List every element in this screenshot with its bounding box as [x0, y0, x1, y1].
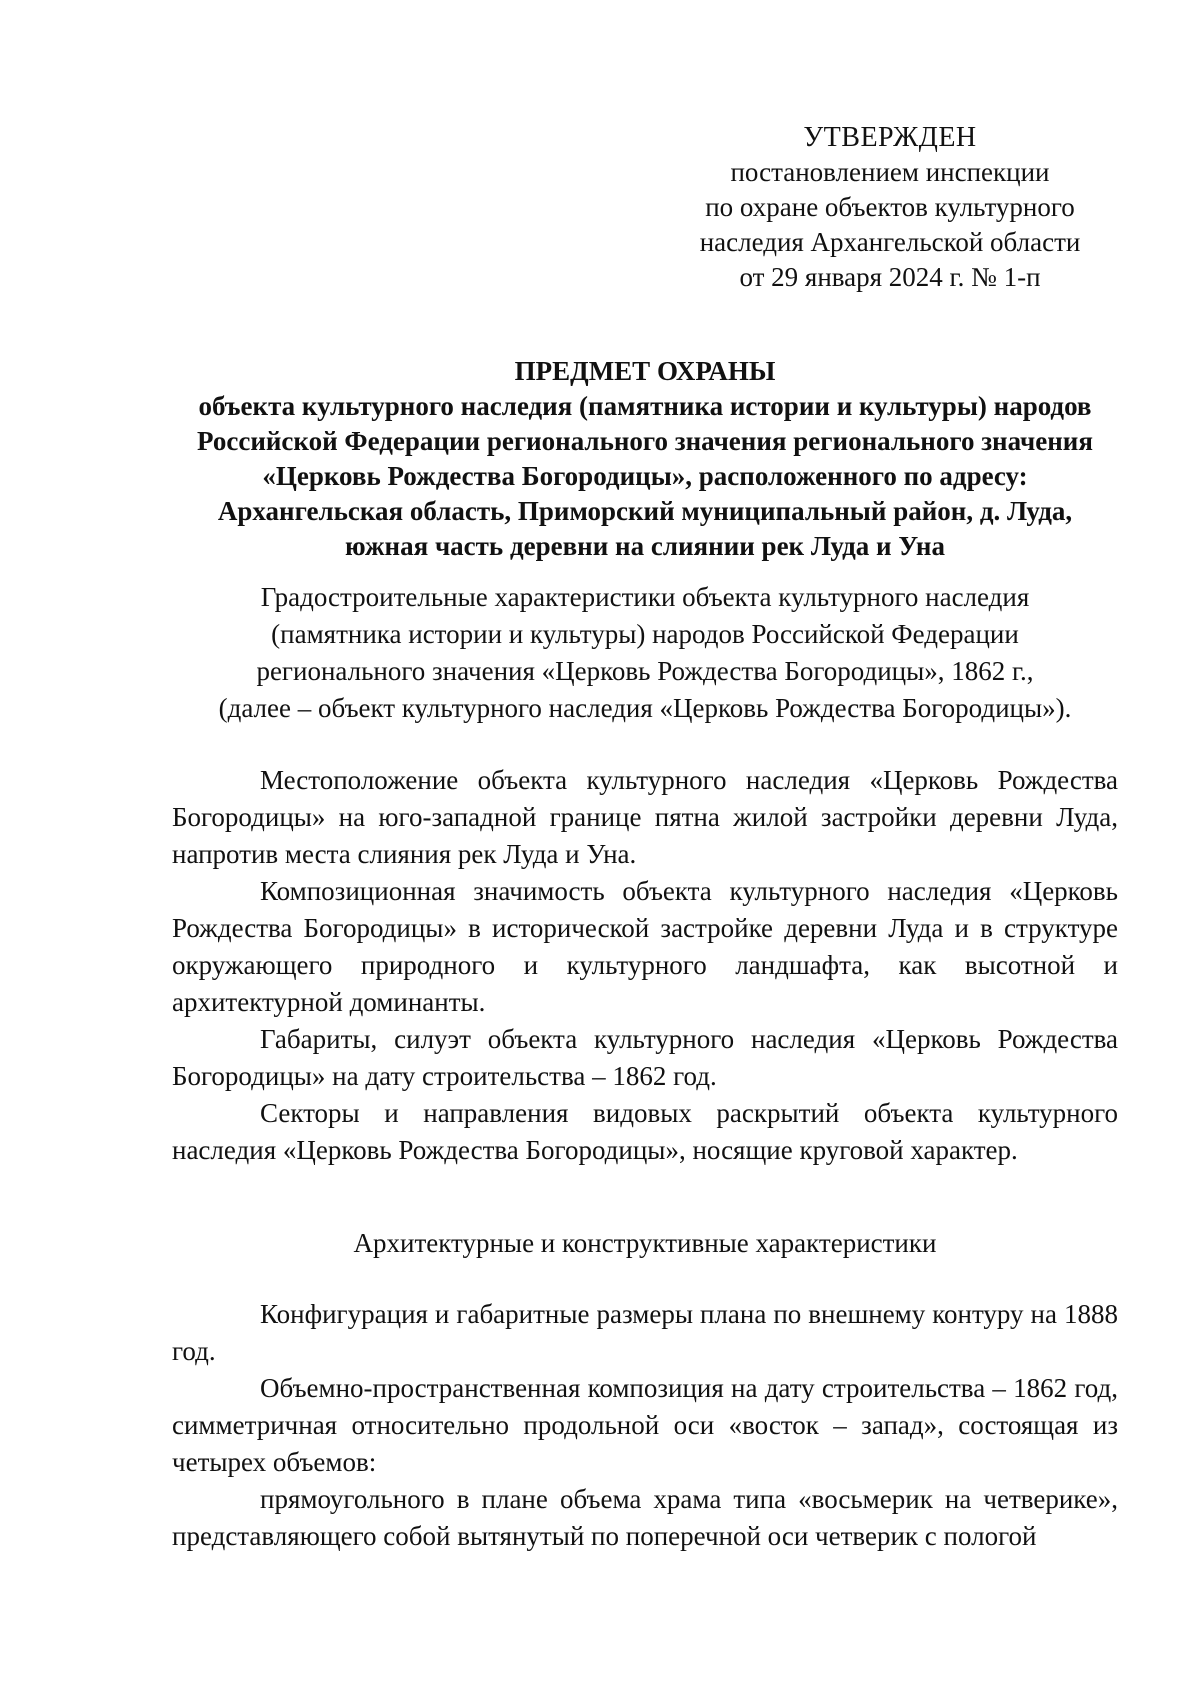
section-heading-architecture	[150, 1226, 1140, 1261]
section-heading-line: (памятника истории и культуры) народов Российской Федерации	[271, 619, 1019, 649]
document-title	[150, 354, 1140, 564]
title-main: ПРЕДМЕТ ОХРАНЫ	[514, 356, 776, 386]
paragraph: Габариты, силуэт объекта культурного наследия «Церковь Рождества Богородицы» на дату строительства – 1862 год.	[172, 1024, 1118, 1091]
title-line: объекта культурного наследия (памятника истории и культуры) народов	[198, 391, 1092, 421]
paragraph: Секторы и направления видовых раскрытий объекта культурного наследия «Церковь Рождества Богородицы», носящие круговой характер.	[172, 1098, 1118, 1165]
paragraph: Композиционная значимость объекта культурного наследия «Церковь Рождества Богородицы» в исторической застройке деревни Луда и в структуре окружающего природного и культурного ландшафта, как высотной и архитектурной доминанты.	[172, 876, 1118, 1017]
section-heading-line: (далее – объект культурного наследия «Церковь Рождества Богородицы»).	[218, 693, 1072, 723]
paragraph: Объемно-пространственная композиция на дату строительства – 1862 год, симметричная относительно продольной оси «восток – запад», состоящая из четырех объемов:	[172, 1373, 1118, 1477]
section-heading-line: регионального значения «Церковь Рождества Богородицы», 1862 г.,	[256, 656, 1034, 686]
approval-line: постановлением инспекции	[730, 157, 1050, 187]
paragraph: Конфигурация и габаритные размеры плана по внешнему контуру на 1888 год.	[172, 1299, 1118, 1366]
approval-line: наследия Архангельской области	[699, 227, 1081, 257]
title-line: «Церковь Рождества Богородицы», расположенного по адресу:	[262, 461, 1028, 491]
paragraph: Местоположение объекта культурного наследия «Церковь Рождества Богородицы» на юго-западной границе пятна жилой застройки деревни Луда, напротив места слияния рек Луда и Уна.	[172, 765, 1118, 869]
title-line: Российской Федерации регионального значения регионального значения	[197, 426, 1093, 456]
section-heading-line: Архитектурные и конструктивные характеристики	[353, 1228, 937, 1258]
paragraph: прямоугольного в плане объема храма типа «восьмерик на четверике», представляющего собой вытянутый по поперечной оси четверик с пологой	[172, 1484, 1118, 1551]
section-heading-line: Градостроительные характеристики объекта культурного наследия	[260, 582, 1030, 612]
title-line: южная часть деревни на слиянии рек Луда и Уна	[345, 531, 945, 561]
approval-line: по охране объектов культурного	[705, 192, 1075, 222]
title-line: Архангельская область, Приморский муниципальный район, д. Луда,	[217, 496, 1073, 526]
section-heading-urban	[150, 579, 1140, 727]
approval-stamp	[690, 120, 1090, 295]
approval-heading: УТВЕРЖДЕН	[803, 122, 977, 153]
section-body-architecture	[172, 1296, 1118, 1555]
section-body-urban	[172, 762, 1118, 1169]
approval-date: от 29 января 2024 г. № 1-п	[739, 262, 1041, 292]
